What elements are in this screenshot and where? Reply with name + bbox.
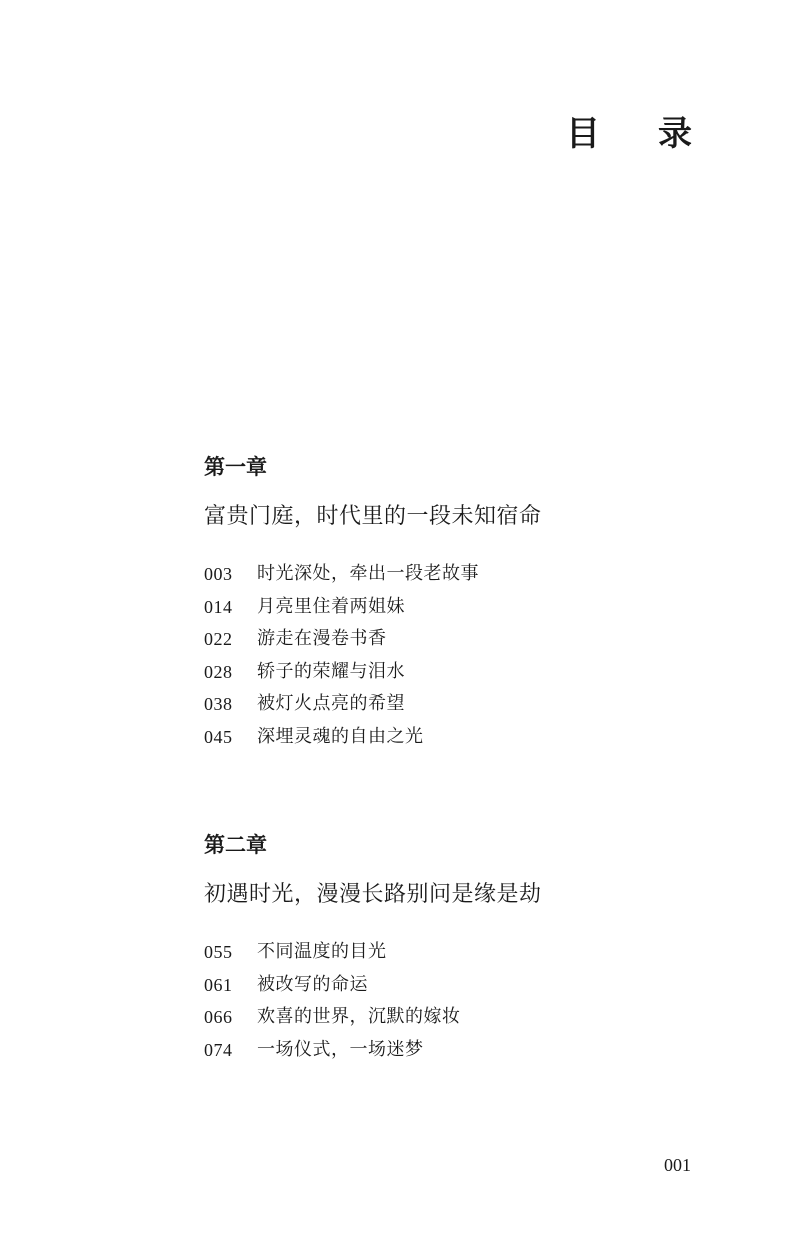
toc-entry-title: 欢喜的世界，沉默的嫁妆 [257,1006,461,1028]
toc-page-number: 022 [204,629,233,650]
toc-page-number: 003 [204,564,233,584]
toc-entry-title: 不同温度的目光 [257,941,387,962]
toc-page-number: 066 [204,1007,233,1028]
chapter-label: 第一章 [204,454,267,479]
toc-page-number: 014 [204,596,233,617]
toc-entry-title: 被灯火点亮的希望 [257,693,405,715]
toc-entry[interactable] [204,969,542,1002]
toc-entry[interactable] [204,591,542,624]
toc-entry-title: 月亮里住着两姐妹 [257,595,405,617]
toc-entry-title: 一场仪式，一场迷梦 [257,1038,424,1060]
toc-list [204,558,542,754]
toc-page-number: 038 [204,694,233,715]
page-number: 001 [664,1155,691,1175]
toc-page-number: 045 [204,726,233,747]
toc-entry-title: 轿子的荣耀与泪水 [257,660,405,682]
toc-entry[interactable] [204,656,542,689]
chapter-1 [204,452,542,754]
chapter-2 [204,830,542,1066]
toc-entry-title: 游走在漫卷书香 [257,628,387,650]
toc-page-number: 074 [204,1039,233,1060]
chapter-title: 富贵门庭，时代里的一段未知宿命 [204,504,542,529]
toc-entry-title: 深埋灵魂的自由之光 [257,725,424,747]
toc-entry[interactable] [204,936,542,969]
toc-entry-title: 时光深处，牵出一段老故事 [257,563,479,584]
toc-entry[interactable] [204,1034,542,1067]
toc-entry[interactable] [204,721,542,754]
toc-page-number: 061 [204,974,233,995]
toc-entry-title: 被改写的命运 [257,973,368,995]
chapter-label: 第二章 [204,832,267,857]
toc-entry[interactable] [204,1001,542,1034]
toc-entry[interactable] [204,623,542,656]
chapter-title: 初遇时光，漫漫长路别问是缘是劫 [204,882,542,907]
toc-list [204,936,542,1066]
toc-page-number: 055 [204,942,233,962]
page-title: 目录 [566,114,750,154]
toc-entry[interactable] [204,688,542,721]
toc-page-number: 028 [204,661,233,682]
toc-entry[interactable] [204,558,542,591]
